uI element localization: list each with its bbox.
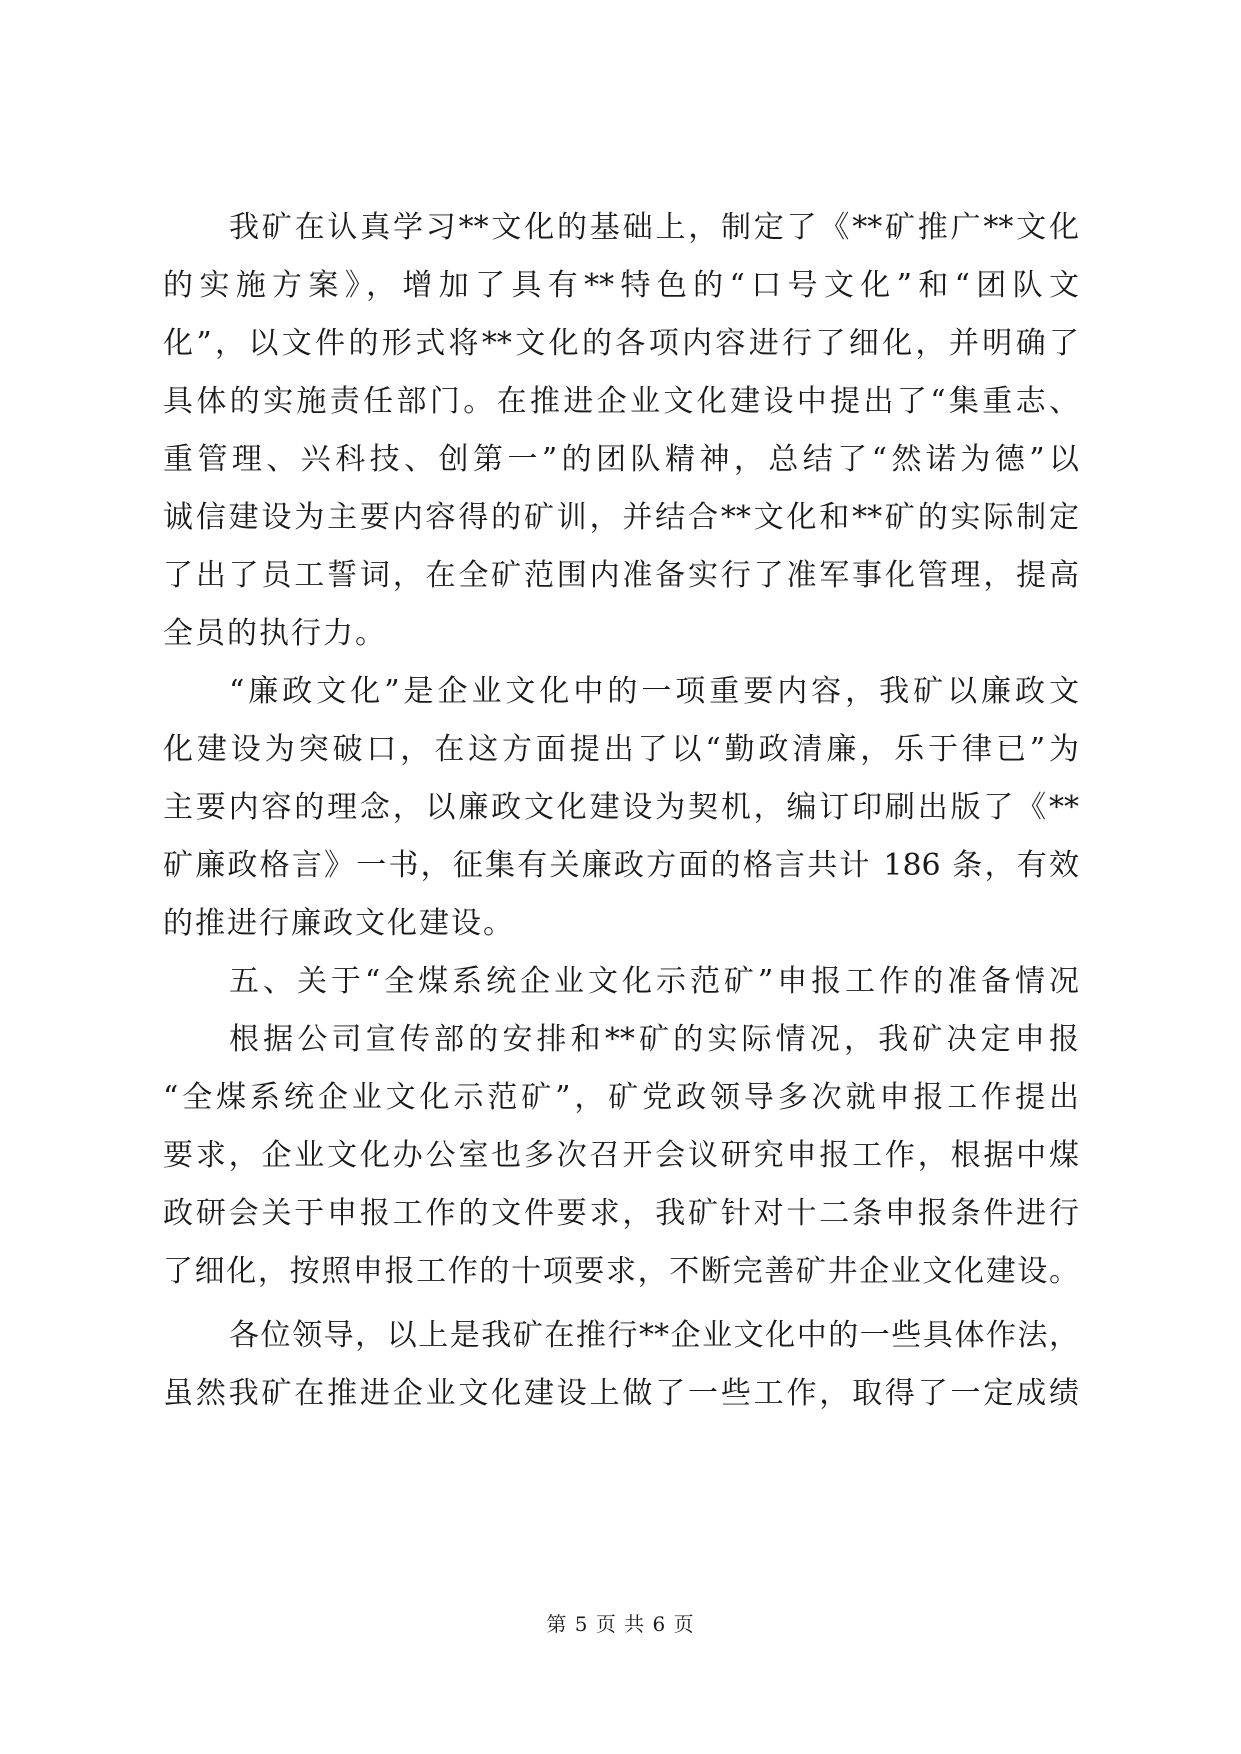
- text-line: 化”，以文件的形式将**文化的各项内容进行了细化，并明确了: [163, 326, 1079, 361]
- text-line: 化建设为突破口，在这方面提出了以“勤政清廉，乐于律已”为: [163, 732, 1079, 767]
- text-line: 矿廉政格言》一书，征集有关廉政方面的格言共计 186 条，有效: [163, 848, 1079, 883]
- section-heading: 五、关于“全煤系统企业文化示范矿”申报工作的准备情况: [229, 964, 1079, 999]
- text-line: 的推进行廉政文化建设。: [163, 906, 515, 941]
- text-line: 政研会关于申报工作的文件要求，我矿针对十二条申报条件进行: [163, 1196, 1079, 1231]
- text-line: 全员的执行力。: [163, 616, 387, 651]
- text-line: 了细化，按照申报工作的十项要求，不断完善矿井企业文化建设。: [163, 1254, 1079, 1289]
- text-line: 诚信建设为主要内容得的矿训，并结合**文化和**矿的实际制定: [163, 500, 1079, 535]
- text-line: 虽然我矿在推进企业文化建设上做了一些工作，取得了一定成绩: [163, 1376, 1079, 1411]
- text-line: 的实施方案》，增加了具有**特色的“口号文化”和“团队文: [163, 268, 1079, 303]
- text-line: 根据公司宣传部的安排和**矿的实际情况，我矿决定申报: [229, 1022, 1079, 1057]
- text-line: 要求，企业文化办公室也多次召开会议研究申报工作，根据中煤: [163, 1138, 1079, 1173]
- text-line: 了出了员工誓词，在全矿范围内准备实行了准军事化管理，提高: [163, 558, 1079, 593]
- text-line: 我矿在认真学习**文化的基础上，制定了《**矿推广**文化: [229, 210, 1079, 245]
- text-line: 具体的实施责任部门。在推进企业文化建设中提出了“集重志、: [163, 384, 1079, 419]
- text-line: 各位领导，以上是我矿在推行**企业文化中的一些具体作法，: [229, 1318, 1079, 1353]
- text-line: 重管理、兴科技、创第一”的团队精神，总结了“然诺为德”以: [163, 442, 1079, 477]
- page-number-footer: 第 5 页 共 6 页: [546, 1612, 695, 1636]
- text-line: “廉政文化”是企业文化中的一项重要内容，我矿以廉政文: [229, 674, 1079, 709]
- text-line: “全煤系统企业文化示范矿”，矿党政领导多次就申报工作提出: [163, 1080, 1079, 1115]
- text-line: 主要内容的理念，以廉政文化建设为契机，编订印刷出版了《**: [163, 790, 1079, 825]
